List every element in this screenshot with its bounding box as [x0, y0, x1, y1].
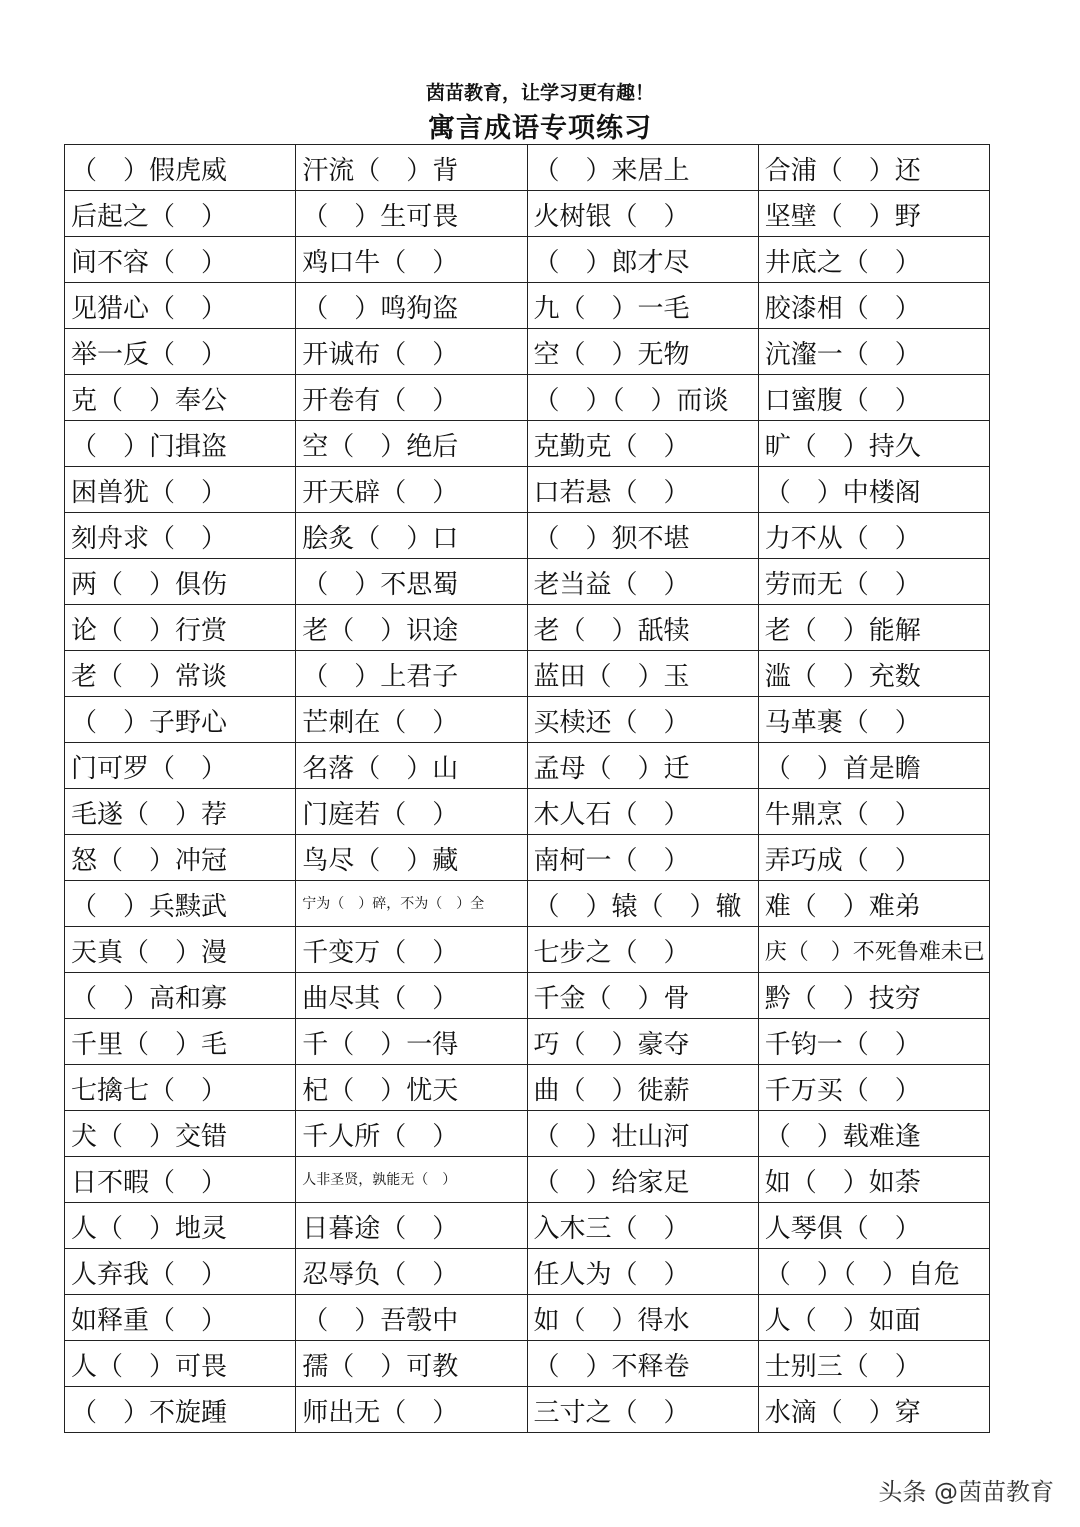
idiom-cell: 马革裹（ ）	[758, 697, 989, 743]
table-row	[65, 1249, 990, 1295]
idiom-cell: 千里（ ）毛	[65, 1019, 296, 1065]
table-row	[65, 1203, 990, 1249]
idiom-cell: 宁为（ ）碎，不为（ ）全	[296, 881, 527, 927]
idiom-cell: 开卷有（ ）	[296, 375, 527, 421]
idiom-cell: 坚壁（ ）野	[758, 191, 989, 237]
idiom-cell: 忍辱负（ ）	[296, 1249, 527, 1295]
idiom-cell: 千人所（ ）	[296, 1111, 527, 1157]
idiom-cell: 入木三（ ）	[527, 1203, 758, 1249]
idiom-cell: 口若悬（ ）	[527, 467, 758, 513]
idiom-cell: 刻舟求（ ）	[65, 513, 296, 559]
idiom-cell: 人弃我（ ）	[65, 1249, 296, 1295]
idiom-cell: 牛鼎烹（ ）	[758, 789, 989, 835]
table-row	[65, 421, 990, 467]
idiom-cell: 旷（ ）持久	[758, 421, 989, 467]
idiom-cell: 滥（ ）充数	[758, 651, 989, 697]
idiom-cell: 两（ ）俱伤	[65, 559, 296, 605]
idiom-cell: 人琴俱（ ）	[758, 1203, 989, 1249]
idiom-cell: 南柯一（ ）	[527, 835, 758, 881]
idiom-cell: 水滴（ ）穿	[758, 1387, 989, 1433]
table-row	[65, 1157, 990, 1203]
idiom-cell: （ ）（ ）自危	[758, 1249, 989, 1295]
idiom-cell: 买椟还（ ）	[527, 697, 758, 743]
idiom-cell: 老（ ）能解	[758, 605, 989, 651]
idiom-cell: 三寸之（ ）	[527, 1387, 758, 1433]
idiom-cell: 胶漆相（ ）	[758, 283, 989, 329]
idiom-cell: （ ）狈不堪	[527, 513, 758, 559]
idiom-cell: 杞（ ）忧天	[296, 1065, 527, 1111]
idiom-cell: 九（ ）一毛	[527, 283, 758, 329]
table-row	[65, 375, 990, 421]
idiom-cell: 人（ ）如面	[758, 1295, 989, 1341]
idiom-cell: 曲（ ）徙薪	[527, 1065, 758, 1111]
idiom-cell: 门可罗（ ）	[65, 743, 296, 789]
idiom-cell: 克勤克（ ）	[527, 421, 758, 467]
idiom-cell: 木人石（ ）	[527, 789, 758, 835]
idiom-cell: （ ）门揖盗	[65, 421, 296, 467]
idiom-cell: 蓝田（ ）玉	[527, 651, 758, 697]
idiom-cell: 千变万（ ）	[296, 927, 527, 973]
table-row	[65, 1111, 990, 1157]
idiom-cell: 空（ ）绝后	[296, 421, 527, 467]
idiom-cell: 人非圣贤，孰能无（ ）	[296, 1157, 527, 1203]
table-row	[65, 605, 990, 651]
idiom-cell: 任人为（ ）	[527, 1249, 758, 1295]
idiom-cell: 毛遂（ ）荐	[65, 789, 296, 835]
table-row	[65, 1065, 990, 1111]
table-row	[65, 835, 990, 881]
idiom-cell: 七步之（ ）	[527, 927, 758, 973]
idiom-cell: 空（ ）无物	[527, 329, 758, 375]
idiom-cell: 口蜜腹（ ）	[758, 375, 989, 421]
idiom-cell: 千金（ ）骨	[527, 973, 758, 1019]
table-row	[65, 973, 990, 1019]
idiom-cell: 如释重（ ）	[65, 1295, 296, 1341]
idiom-cell: 论（ ）行赏	[65, 605, 296, 651]
table-row	[65, 697, 990, 743]
idiom-cell: （ ）壮山河	[527, 1111, 758, 1157]
table-row	[65, 1019, 990, 1065]
idiom-cell: 弄巧成（ ）	[758, 835, 989, 881]
idiom-cell: 开诚布（ ）	[296, 329, 527, 375]
idiom-cell: 合浦（ ）还	[758, 145, 989, 191]
idiom-cell: 日不暇（ ）	[65, 1157, 296, 1203]
idiom-cell: 犬（ ）交错	[65, 1111, 296, 1157]
idiom-cell: （ ）鸣狗盗	[296, 283, 527, 329]
table-row	[65, 1341, 990, 1387]
idiom-cell: 鸟尽（ ）藏	[296, 835, 527, 881]
idiom-cell: 日暮途（ ）	[296, 1203, 527, 1249]
idiom-cell: 巧（ ）豪夺	[527, 1019, 758, 1065]
table-row	[65, 927, 990, 973]
idiom-cell: （ ）首是瞻	[758, 743, 989, 789]
idiom-cell: 开天辟（ ）	[296, 467, 527, 513]
idiom-cell: 七擒七（ ）	[65, 1065, 296, 1111]
table-row	[65, 789, 990, 835]
table-row	[65, 513, 990, 559]
idiom-cell: （ ）载难逢	[758, 1111, 989, 1157]
idiom-cell: 沆瀣一（ ）	[758, 329, 989, 375]
idiom-cell: 人（ ）可畏	[65, 1341, 296, 1387]
table-row	[65, 559, 990, 605]
table-row	[65, 145, 990, 191]
idiom-cell: 井底之（ ）	[758, 237, 989, 283]
idiom-cell: 老（ ）识途	[296, 605, 527, 651]
table-row	[65, 881, 990, 927]
idiom-cell: 克（ ）奉公	[65, 375, 296, 421]
table-row	[65, 1387, 990, 1433]
idiom-cell: 老（ ）舐犊	[527, 605, 758, 651]
idiom-cell: 师出无（ ）	[296, 1387, 527, 1433]
idiom-cell: 举一反（ ）	[65, 329, 296, 375]
idiom-cell: 汗流（ ）背	[296, 145, 527, 191]
table-row	[65, 191, 990, 237]
idiom-cell: 名落（ ）山	[296, 743, 527, 789]
idiom-cell: （ ）中楼阁	[758, 467, 989, 513]
idiom-cell: 难（ ）难弟	[758, 881, 989, 927]
idiom-cell: （ ）生可畏	[296, 191, 527, 237]
idiom-cell: （ ）给家足	[527, 1157, 758, 1203]
idiom-cell: 见猎心（ ）	[65, 283, 296, 329]
table-row	[65, 237, 990, 283]
idiom-cell: 士别三（ ）	[758, 1341, 989, 1387]
idiom-cell: 庆（ ）不死鲁难未已	[758, 927, 989, 973]
idiom-cell: 后起之（ ）	[65, 191, 296, 237]
idiom-cell: 火树银（ ）	[527, 191, 758, 237]
idiom-cell: 间不容（ ）	[65, 237, 296, 283]
idiom-cell: （ ）郎才尽	[527, 237, 758, 283]
table-row	[65, 1295, 990, 1341]
idiom-cell: 鸡口牛（ ）	[296, 237, 527, 283]
idiom-cell: 如（ ）得水	[527, 1295, 758, 1341]
idiom-cell: 老（ ）常谈	[65, 651, 296, 697]
idiom-cell: 千万买（ ）	[758, 1065, 989, 1111]
idiom-cell: 芒刺在（ ）	[296, 697, 527, 743]
idiom-cell: （ ）子野心	[65, 697, 296, 743]
idiom-cell: （ ）高和寡	[65, 973, 296, 1019]
idiom-cell: （ ）来居上	[527, 145, 758, 191]
idiom-cell: 天真（ ）漫	[65, 927, 296, 973]
idiom-cell: 千钧一（ ）	[758, 1019, 989, 1065]
idiom-cell: 曲尽其（ ）	[296, 973, 527, 1019]
idiom-cell: 怒（ ）冲冠	[65, 835, 296, 881]
table-row	[65, 743, 990, 789]
idiom-exercise-table	[64, 144, 990, 1433]
idiom-cell: 人（ ）地灵	[65, 1203, 296, 1249]
idiom-cell: （ ）（ ）而谈	[527, 375, 758, 421]
idiom-cell: 老当益（ ）	[527, 559, 758, 605]
table-row	[65, 467, 990, 513]
idiom-cell: （ ）不思蜀	[296, 559, 527, 605]
idiom-cell: （ ）不释卷	[527, 1341, 758, 1387]
watermark: 头条 @茵苗教育	[878, 1478, 1054, 1506]
idiom-cell: （ ）假虎威	[65, 145, 296, 191]
idiom-cell: 脍炙（ ）口	[296, 513, 527, 559]
idiom-cell: 劳而无（ ）	[758, 559, 989, 605]
table-row	[65, 329, 990, 375]
idiom-cell: 孟母（ ）迁	[527, 743, 758, 789]
idiom-cell: 千（ ）一得	[296, 1019, 527, 1065]
idiom-cell: （ ）辕（ ）辙	[527, 881, 758, 927]
idiom-cell: 困兽犹（ ）	[65, 467, 296, 513]
table-row	[65, 651, 990, 697]
idiom-cell: 门庭若（ ）	[296, 789, 527, 835]
idiom-cell: （ ）不旋踵	[65, 1387, 296, 1433]
idiom-cell: 力不从（ ）	[758, 513, 989, 559]
page-subtitle: 茵苗教育，让学习更有趣！	[425, 82, 654, 104]
idiom-cell: （ ）吾彀中	[296, 1295, 527, 1341]
page-title: 寓言成语专项练习	[428, 113, 652, 144]
idiom-cell: 黔（ ）技穷	[758, 973, 989, 1019]
table-row	[65, 283, 990, 329]
idiom-cell: （ ）兵黩武	[65, 881, 296, 927]
idiom-cell: 孺（ ）可教	[296, 1341, 527, 1387]
idiom-cell: （ ）上君子	[296, 651, 527, 697]
idiom-cell: 如（ ）如荼	[758, 1157, 989, 1203]
